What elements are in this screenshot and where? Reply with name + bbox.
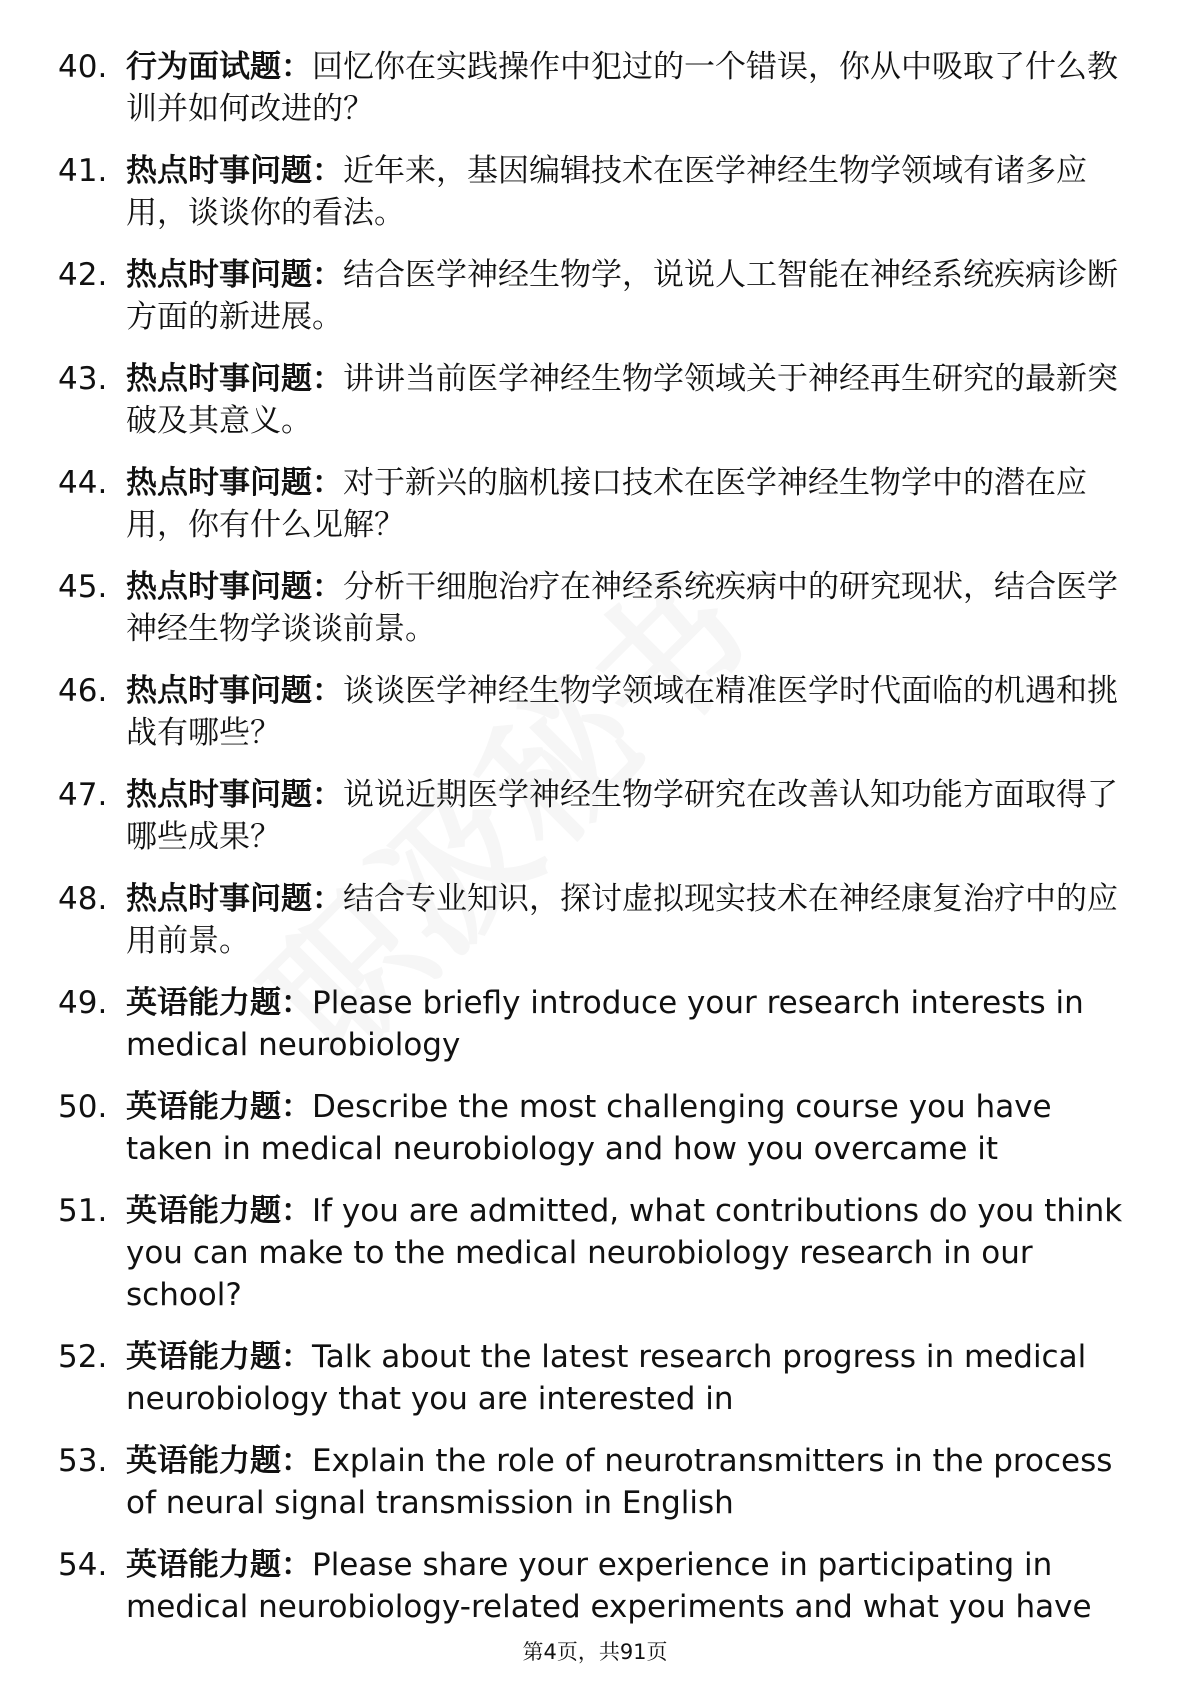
question-number: 43. [58,361,108,397]
question-category: 英语能力题： [126,1443,312,1479]
question-text: Describe the most challenging course you have taken in medical neurobiology and how you overcame it [126,1089,1052,1167]
question-text: 近年来，基因编辑技术在医学神经生物学领域有诸多应用，谈谈你的看法。 [126,153,1087,231]
question-number: 49. [58,985,108,1021]
question-text: 结合专业知识，探讨虚拟现实技术在神经康复治疗中的应用前景。 [126,881,1118,959]
question-text: 对于新兴的脑机接口技术在医学神经生物学中的潜在应用，你有什么见解？ [126,465,1087,543]
question-category: 热点时事问题： [126,257,343,293]
question-text: 回忆你在实践操作中犯过的一个错误，你从中吸取了什么教训并如何改进的？ [126,49,1118,127]
question-item [58,1440,1138,1524]
question-category: 热点时事问题： [126,777,343,813]
question-number: 51. [58,1193,108,1229]
question-item [58,150,1138,234]
question-item [58,358,1138,442]
question-text: 结合医学神经生物学，说说人工智能在神经系统疾病诊断方面的新进展。 [126,257,1118,335]
question-item [58,982,1138,1066]
question-number: 52. [58,1339,108,1375]
question-category: 热点时事问题： [126,465,343,501]
question-number: 54. [58,1547,108,1583]
question-item [58,1190,1138,1316]
question-number: 53. [58,1443,108,1479]
question-text: 讲讲当前医学神经生物学领域关于神经再生研究的最新突破及其意义。 [126,361,1118,439]
question-text: Talk about the latest research progress in medical neurobiology that you are interested in [126,1339,1087,1417]
question-number: 47. [58,777,108,813]
question-text: 谈谈医学神经生物学领域在精准医学时代面临的机遇和挑战有哪些？ [126,673,1118,751]
question-category: 热点时事问题： [126,881,343,917]
question-item [58,670,1138,754]
question-text: Explain the role of neurotransmitters in the process of neural signal transmission in English [126,1443,1113,1521]
question-item [58,46,1138,130]
question-category: 热点时事问题： [126,153,343,189]
question-text: Please briefly introduce your research interests in medical neurobiology [126,985,1084,1063]
question-category: 热点时事问题： [126,673,343,709]
question-category: 英语能力题： [126,1193,312,1229]
question-item [58,1086,1138,1170]
question-item [58,1544,1138,1628]
question-text: Please share your experience in participating in medical neurobiology-related experiments and what you have [126,1547,1092,1625]
question-number: 46. [58,673,108,709]
question-number: 42. [58,257,108,293]
question-number: 50. [58,1089,108,1125]
question-number: 40. [58,49,108,85]
question-item [58,566,1138,650]
question-list [58,46,1138,1648]
question-item [58,774,1138,858]
question-number: 48. [58,881,108,917]
question-text: If you are admitted, what contributions do you think you can make to the medical neurobiology research in our school? [126,1193,1123,1313]
question-category: 热点时事问题： [126,361,343,397]
question-item [58,254,1138,338]
page-footer: 第4页，共91页 [522,1640,668,1664]
question-category: 英语能力题： [126,1547,312,1583]
question-number: 45. [58,569,108,605]
question-number: 44. [58,465,108,501]
question-number: 41. [58,153,108,189]
question-category: 行为面试题： [126,49,312,85]
question-item [58,878,1138,962]
question-category: 热点时事问题： [126,569,343,605]
question-category: 英语能力题： [126,985,312,1021]
question-item [58,1336,1138,1420]
question-category: 英语能力题： [126,1339,312,1375]
question-text: 分析干细胞治疗在神经系统疾病中的研究现状，结合医学神经生物学谈谈前景。 [126,569,1118,647]
question-category: 英语能力题： [126,1089,312,1125]
question-text: 说说近期医学神经生物学研究在改善认知功能方面取得了哪些成果？ [126,777,1118,855]
question-item [58,462,1138,546]
